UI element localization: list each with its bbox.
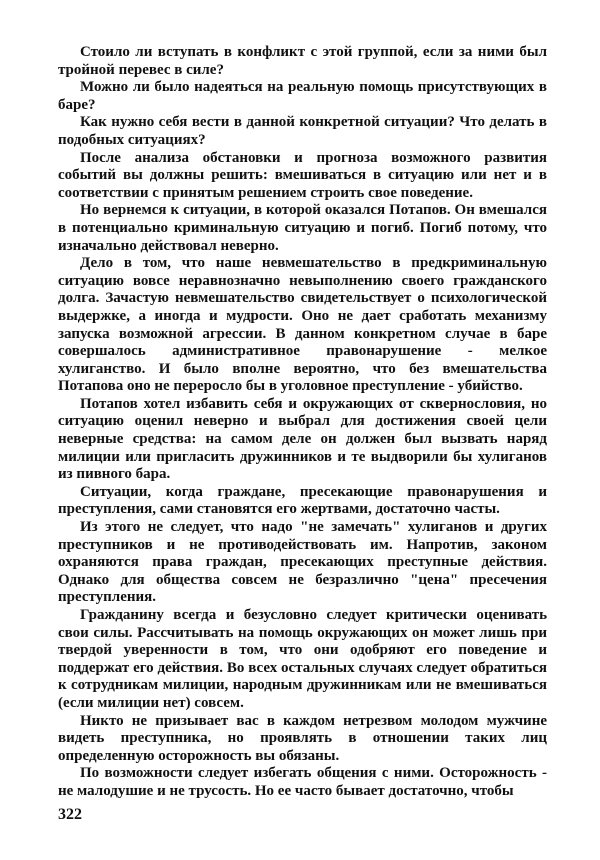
paragraph: Можно ли было надеяться на реальную помощь присутствующих в баре? [58,79,547,113]
page-body [58,44,547,801]
paragraph: Гражданину всегда и безусловно следует критически оценивать свои силы. Рассчитывать на помощь окружающих он может лишь при твердой уверенности в том, что они одобряют его поведение и поддержат его действия. Во всех остальных случаях следует обратиться к сотрудникам милиции, народным дружинникам или не вмешиваться (если милиции нет) совсем. [58,607,547,711]
paragraph: Из этого не следует, что надо "не замечать" хулиганов и других преступников и не противодействовать им. Напротив, законом охраняются права граждан, пресекающих преступные действия. Однако для общества совсем не безразлично "цена" пресечения преступления. [58,519,547,606]
paragraph: Ситуации, когда граждане, пресекающие правонарушения и преступления, сами становятся его жертвами, достаточно часты. [58,483,547,518]
page-number: 322 [58,806,82,823]
paragraph: Никто не призывает вас в каждом нетрезвом молодом мужчине видеть преступника, но проявлять в отношении таких лиц определенную осторожность вы обязаны. [58,712,547,764]
paragraph: Стоило ли вступать в конфликт с этой группой, если за ними был тройной перевес в силе? [58,44,547,78]
paragraph: После анализа обстановки и прогноза возможного развития событий вы должны решить: вмешиваться в ситуацию или нет и в соответствии с принятым решением строить свое поведение. [58,149,547,201]
paragraph: Дело в том, что наше невмешательство в предкриминальную ситуацию вовсе неравнозначно невыполнению своего гражданского долга. Зачастую невмешательство свидетельствует о психологической выдержке, а иногда и мудрости. Оно не дает сработать механизму запуска возможной агрессии. В данном конкретном случае в баре совершалось административное правонарушение - мелкое хулиганство. И было вполне вероятно, что без вмешательства Потапова оно не переросло бы в уголовное преступление - убийство. [58,255,547,395]
paragraph: Но вернемся к ситуации, в которой оказался Потапов. Он вмешался в потенциально криминальную ситуацию и погиб. Погиб потому, что изначально действовал неверно. [58,202,547,254]
paragraph: Как нужно себя вести в данной конкретной ситуации? Что делать в подобных ситуациях? [58,114,547,148]
paragraph: По возможности следует избегать общения с ними. Осторожность - не малодушие и не трусость. Но ее часто бывает достаточно, чтобы [58,765,547,799]
paragraph: Потапов хотел избавить себя и окружающих от сквернословия, но ситуацию оценил неверно и выбрал для достижения своей цели неверные средства: на самом деле он должен был вызвать наряд милиции или пригласить дружинников и те выдворили бы хулиганов из пивного бара. [58,395,547,483]
